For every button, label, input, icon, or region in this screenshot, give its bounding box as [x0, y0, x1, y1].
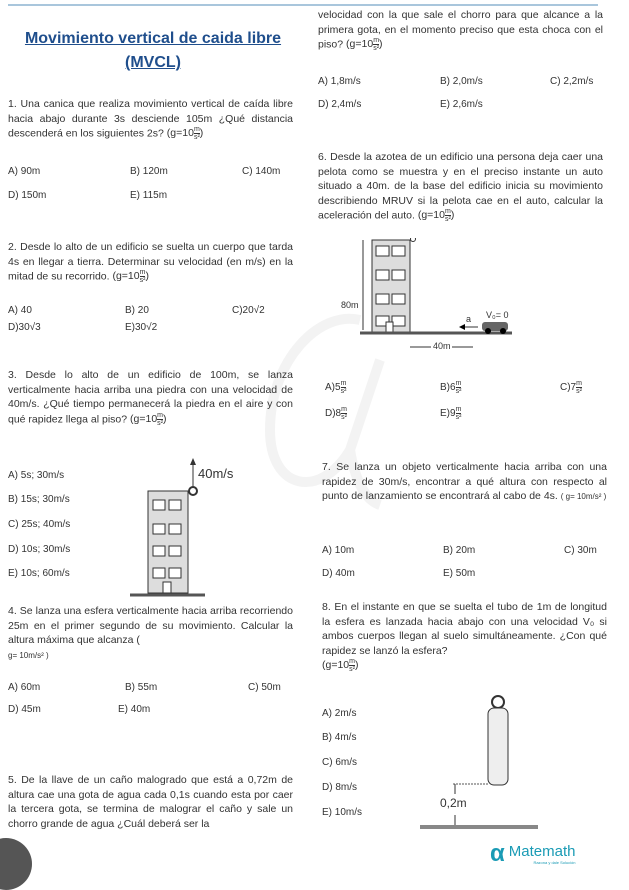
option[interactable]: B) 4m/s	[322, 732, 357, 743]
top-divider	[8, 4, 598, 6]
question-2: 2. Desde lo alto de un edificio se suelta un cuerpo que tarda 4s en llegar a tierra. Determinar su velocidad (en m/s) en la mitad de su recorrido. (g=10 $\frac{m}{\text{s²}}$ )	[8, 241, 293, 284]
option[interactable]: A) 10m	[322, 545, 355, 556]
v0-label: V₀= 0	[486, 310, 509, 320]
option[interactable]: D) 40m	[322, 568, 355, 579]
option[interactable]: E)30√2	[125, 322, 158, 333]
option[interactable]: E) 50m	[443, 568, 476, 579]
question-5-continued: velocidad con la que sale el chorro para que alcance a la primera gota, en el momento preciso que esta choca con el piso? (g=10 $\frac{m}{\text{s²}}$ )	[318, 9, 603, 52]
logo	[490, 840, 575, 868]
option[interactable]: C) 140m	[242, 166, 281, 177]
option[interactable]: D)30√3	[8, 322, 41, 333]
gravity-note: (g=10 $\frac{m}{\text{s²}}$ )	[166, 126, 204, 141]
option[interactable]: B) 20	[125, 305, 149, 316]
page-title: Movimiento vertical de caida libre	[24, 30, 282, 47]
option[interactable]: C)7 $\frac{m}{\text{s²}}$	[560, 380, 582, 395]
accel-label: a	[466, 314, 472, 324]
option[interactable]: A)5 $\frac{m}{\text{s²}}$	[325, 380, 347, 395]
option[interactable]: B) 55m	[125, 682, 158, 693]
gap-label: 0,2m	[440, 796, 467, 810]
height-label: 80m	[341, 300, 359, 310]
option[interactable]: C) 50m	[248, 682, 281, 693]
building-car-figure	[340, 238, 520, 358]
option[interactable]: C) 2,2m/s	[550, 76, 594, 87]
option[interactable]: B) 15s; 30m/s	[8, 494, 70, 505]
option[interactable]: A) 5s; 30m/s	[8, 470, 65, 481]
option[interactable]: A) 2m/s	[322, 708, 357, 719]
option[interactable]: B)6 $\frac{m}{\text{s²}}$	[440, 380, 462, 395]
option[interactable]: A) 60m	[8, 682, 41, 693]
option[interactable]: E) 10m/s	[322, 807, 363, 818]
velocity-label: 40m/s	[198, 466, 234, 481]
option[interactable]: D) 8m/s	[322, 782, 357, 793]
option[interactable]: A) 40	[8, 305, 32, 316]
option[interactable]: B) 2,0m/s	[440, 76, 483, 87]
tube-figure	[415, 690, 555, 835]
option[interactable]: E) 10s; 60m/s	[8, 568, 70, 579]
option[interactable]: A) 90m	[8, 166, 41, 177]
question-1: 1. Una canica que realiza movimiento vertical de caída libre hacia abajo durante 3s desciende 105m ¿Qué distancia descenderá en los siguientes 2s? (g=10 $\frac{m}{\text{s²}}$ )	[8, 98, 293, 141]
option[interactable]: D) 150m	[8, 190, 47, 201]
option[interactable]: D) 45m	[8, 704, 41, 715]
distance-label: 40m	[433, 341, 451, 351]
option[interactable]: E) 115m	[130, 190, 168, 201]
option[interactable]: C)20√2	[232, 305, 265, 316]
option[interactable]: E)9 $\frac{m}{\text{s²}}$	[440, 406, 462, 421]
option[interactable]: C) 30m	[564, 545, 597, 556]
overlay-button[interactable]	[0, 838, 32, 890]
question-3: 3. Desde lo alto de un edificio de 100m, se lanza verticalmente hacia arriba una piedra con una velocidad de 40m/s. ¿Qué tiempo permanecerá la piedra en el aire y con qué rapidez llega al piso? (g=10 $\frac{m}{\text{s²}}$ )	[8, 369, 293, 427]
option[interactable]: D)8 $\frac{m}{\text{s²}}$	[325, 406, 347, 421]
question-5: 5. De la llave de un caño malogrado que está a 0,72m de altura cae una gota de agua cada 0,1s cuando esta por caer la tercera gota, se termina de malograr el caño y sale un chorro grande de agua ¿Cuál deberá ser la	[8, 774, 293, 830]
option[interactable]: E) 2,6m/s	[440, 99, 483, 110]
question-4: 4. Se lanza una esfera verticalmente hacia arriba recorriendo 25m en el primer segundo de su movimiento. Calcular la altura máxima que alcanza ( g= 10m/s² )	[8, 605, 293, 660]
page-subtitle: (MVCL)	[125, 54, 181, 71]
question-6: 6. Desde la azotea de un edificio una persona deja caer una pelota como se muestra y en el preciso instante un auto situado a 40m. de la base del edificio inicia su movimiento describiendo MRUV si la pelota cae en el auto, calcular la aceleración del auto. (g=10 $\frac{m}{\text{s²}}$ )	[318, 151, 603, 223]
question-8: 8. En el instante en que se suelta el tubo de 1m de longitud la esfera es lanzada hacia abajo con una velocidad V₀ si ambos cuerpos llegan al suelo simultáneamente. ¿Con qué rapidez se lanzó la esfera? (g=10 $\frac{m}{\text{s²}}$ )	[322, 601, 607, 673]
option[interactable]: B) 20m	[443, 545, 476, 556]
option[interactable]: A) 1,8m/s	[318, 76, 361, 87]
logo-text: Matemath	[508, 843, 576, 860]
option[interactable]: C) 25s; 40m/s	[8, 519, 71, 530]
option[interactable]: C) 6m/s	[322, 757, 357, 768]
option[interactable]: B) 120m	[130, 166, 168, 177]
option[interactable]: D) 2,4m/s	[318, 99, 362, 110]
option[interactable]: E) 40m	[118, 704, 151, 715]
option[interactable]: D) 10s; 30m/s	[8, 544, 71, 555]
question-7: 7. Se lanza un objeto verticalmente hacia arriba con una rapidez de 30m/s, encontrar a qué altura con respecto al punto de lanzamiento se encontrará al cabo de 4s. ( g= 10m/s² )	[322, 461, 607, 502]
logo-tagline: Razona y dale Solución	[533, 860, 576, 865]
alpha-logo-icon: α	[490, 840, 505, 867]
